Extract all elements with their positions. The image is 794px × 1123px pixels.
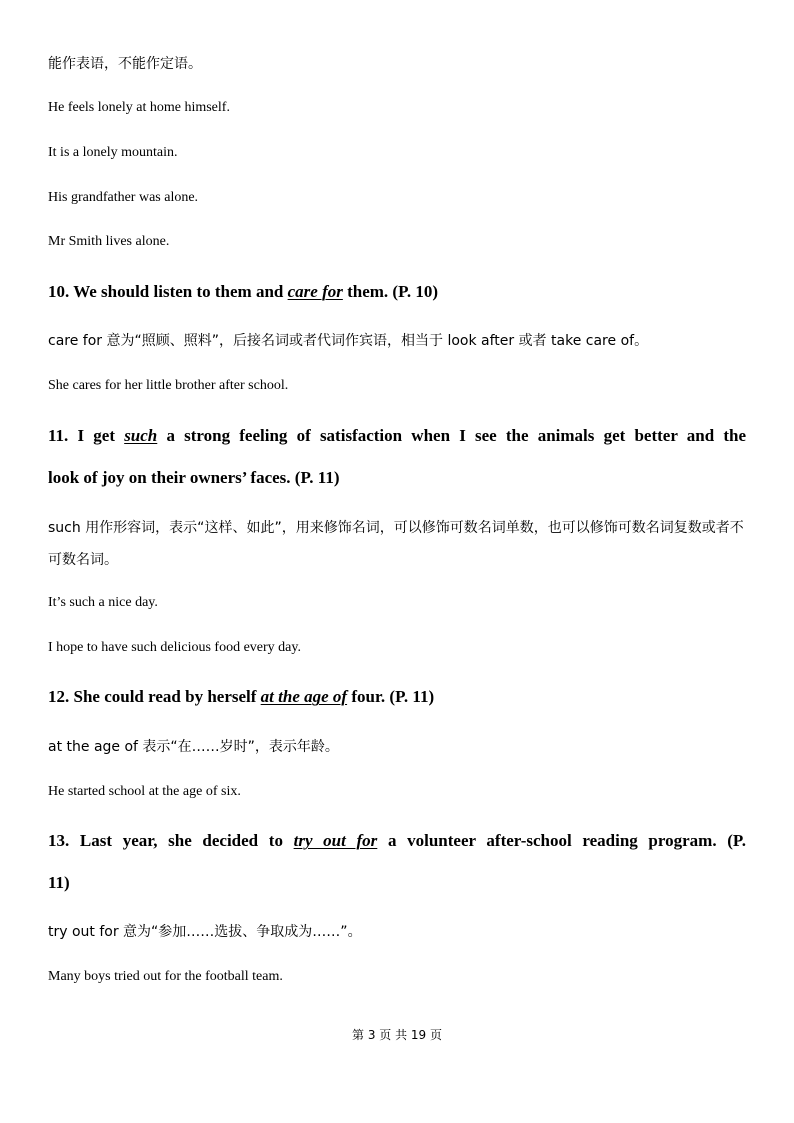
example-sentence: He started school at the age of six. [48, 784, 241, 799]
page-footer: 第 3 页 共 19 页 [352, 1028, 442, 1042]
example-sentence: It’s such a nice day. [48, 595, 158, 610]
item-heading-13 [48, 830, 746, 852]
note-line: 能作表语，不能作定语。 [48, 56, 202, 72]
key-phrase: care for [287, 282, 343, 301]
explanation: at the age of 表示“在……岁时”，表示年龄。 [48, 739, 339, 755]
heading-text: 10. We should listen to them and [48, 282, 288, 301]
heading-text: 12. She could read by herself [48, 687, 261, 706]
key-phrase: try out for [293, 831, 378, 850]
item-heading-11 [48, 425, 746, 447]
item-heading-13-cont: 11) [48, 873, 70, 892]
heading-text: four. (P. 11) [347, 687, 435, 706]
heading-text: 11. I get [48, 426, 125, 445]
explanation: care for 意为“照顾、照料”，后接名词或者代词作宾语，相当于 look after 或者 take care of。 [48, 333, 649, 349]
explanation: such 用作形容词，表示“这样、如此”，用来修饰名词，可以修饰可数名词单数，也可以修饰可数名词复数或者不可数名词。 [48, 520, 744, 568]
key-phrase: such [124, 426, 158, 445]
heading-text: 13. Last year, she decided to [48, 831, 294, 850]
example-sentence: It is a lonely mountain. [48, 145, 178, 160]
explanation: try out for 意为“参加……选拔、争取成为……”。 [48, 924, 362, 940]
heading-text: them. (P. 10) [342, 282, 439, 301]
example-sentence: His grandfather was alone. [48, 190, 199, 205]
example-sentence: I hope to have such delicious food every day. [48, 640, 301, 655]
item-heading-10 [48, 281, 438, 303]
key-phrase: at the age of [260, 687, 348, 706]
heading-text: a strong feeling of satisfaction when I see the animals get better and the [157, 426, 746, 445]
example-sentence: Many boys tried out for the football team. [48, 969, 283, 984]
item-heading-12 [48, 686, 434, 708]
example-sentence: Mr Smith lives alone. [48, 234, 170, 249]
heading-text: a volunteer after-school reading program. (P. [377, 831, 746, 850]
example-sentence: He feels lonely at home himself. [48, 100, 230, 115]
item-heading-11-cont: look of joy on their owners’ faces. (P. 11) [48, 468, 340, 487]
example-sentence: She cares for her little brother after school. [48, 378, 289, 393]
